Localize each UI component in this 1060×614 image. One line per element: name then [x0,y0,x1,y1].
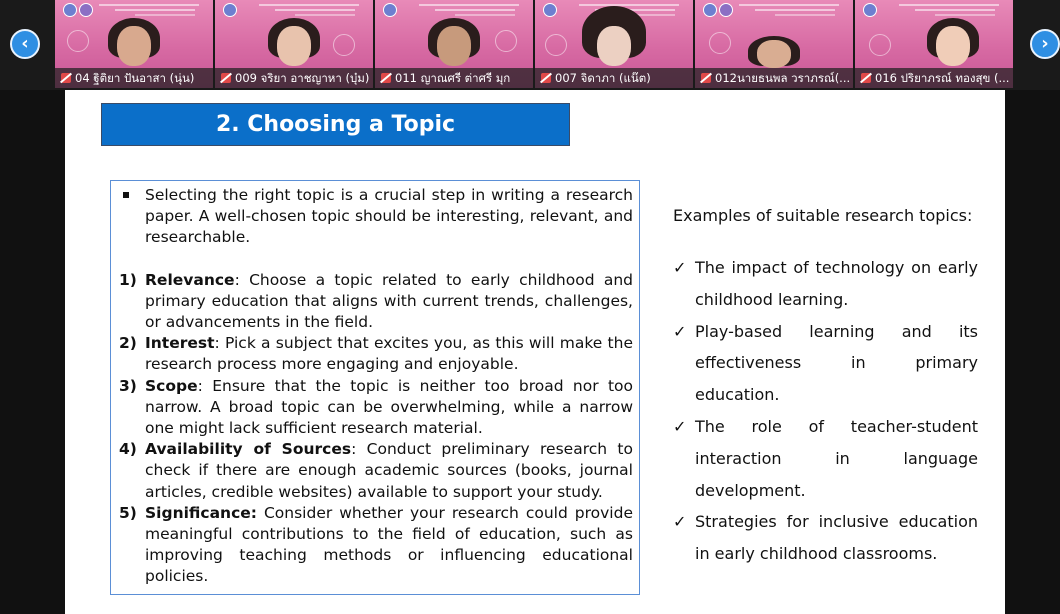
check-icon: ✓ [673,321,687,341]
example-text: Strategies for inclusive education in early childhood classrooms. [695,512,978,564]
item-number: 5) [119,503,137,522]
banner-line [739,4,839,6]
list-item [119,270,633,334]
atom-icon [709,32,731,54]
example-text: The role of teacher-student interaction in language development. [695,416,978,500]
participant-name [215,68,373,88]
atom-icon [67,30,89,52]
banner-line [435,9,515,11]
examples-panel [673,202,978,570]
participant-name [855,68,1013,88]
participant-name-text: 011 ญาณศรี ต่าศรี มุก [395,71,511,85]
banner-line [295,14,355,16]
atom-icon [333,34,355,56]
list-item [119,333,633,375]
next-page-button[interactable] [1030,29,1060,59]
item-sep: : [197,376,203,395]
banner-line [579,4,679,6]
item-term: Interest [145,334,215,353]
item-number: 1) [119,270,137,289]
criteria-box [110,180,640,595]
item-number: 3) [119,376,137,395]
intro-text: Selecting the right topic is a crucial step in writing a research paper. A well-chosen topic should be interesting, relevant, and researchable. [145,186,633,247]
item-text: Consider whether your research could provide meaningful contributions to the field of education, such as improving teaching methods or influencing educational policies. [145,503,633,586]
participant-tile[interactable] [855,0,1013,88]
participant-name-text: 007 จิดาภา (แน๊ต) [555,71,651,85]
banner-line [899,4,999,6]
mic-muted-icon [541,73,551,83]
banner-line [259,4,359,6]
participant-face [437,26,471,66]
item-body [145,270,633,334]
item-term: Relevance [145,270,235,289]
check-icon: ✓ [673,258,687,277]
participant-name [55,68,213,88]
banner-line [275,9,355,11]
banner-line [755,9,835,11]
item-sep: : [351,440,357,459]
participant-name [535,68,693,88]
mic-muted-icon [861,73,871,83]
list-item [119,376,633,440]
school-logo-icon [703,3,717,17]
list-item [673,411,978,506]
video-strip [0,0,1060,90]
participant-name [695,68,853,88]
school-logo-icon [79,3,93,17]
item-term: Significance: [145,503,257,522]
participant-name [375,68,533,88]
shared-slide [65,90,1005,614]
list-item [119,503,633,588]
banner-line [135,14,195,16]
list-item [673,316,978,411]
chevron-left-icon: ‹ [21,33,29,54]
banner-line [455,14,515,16]
participant-tile[interactable] [215,0,373,88]
item-number: 4) [119,440,137,459]
banner-line [915,9,995,11]
item-term: Scope [145,376,198,395]
mic-muted-icon [61,73,71,83]
atom-icon [869,34,891,56]
list-item [119,439,633,503]
school-logo-icon [383,3,397,17]
chevron-right-icon: › [1041,33,1049,54]
mic-muted-icon [381,73,391,83]
atom-icon [495,30,517,52]
participant-face [757,40,791,68]
item-body [145,503,633,588]
school-logo-icon [863,3,877,17]
item-text: Conduct preliminary research to check if there are enough academic sources (books, journal articles, credible websites) available to support your study. [145,440,633,501]
mic-muted-icon [221,73,231,83]
square-bullet-icon [123,192,129,198]
check-icon: ✓ [673,512,687,532]
school-logo-icon [63,3,77,17]
banner-line [115,9,195,11]
participant-tile[interactable] [375,0,533,88]
item-text: Pick a subject that excites you, as this will make the research process more engaging and enjoyable. [145,334,633,374]
item-body [145,439,633,503]
item-body [145,333,633,375]
school-logo-icon [719,3,733,17]
item-number: 2) [119,334,137,353]
item-text: Choose a topic related to early childhood and primary education that aligns with current trends, challenges, or advancements in the field. [145,270,633,332]
prev-page-button[interactable] [10,29,40,59]
banner-line [99,4,199,6]
example-text: The impact of technology on early childhood learning. [695,258,978,309]
item-sep: : [234,270,240,289]
criteria-list [119,270,633,588]
banner-line [775,14,835,16]
participant-tile[interactable] [55,0,213,88]
participant-name-text: 016 ปริยาภรณ์ ทองสุข (... [875,71,1010,85]
participant-name-text: 009 จริยา อาชญาหา (บุ๋ม) [235,71,370,85]
participant-tile[interactable] [535,0,693,88]
examples-list [673,252,978,570]
list-item [673,506,978,570]
participant-face [117,26,151,66]
intro-bullet [119,185,633,249]
examples-heading: Examples of suitable research topics: [673,206,973,225]
banner-line [419,4,519,6]
list-item [673,252,978,316]
participant-face [277,26,311,66]
check-icon: ✓ [673,416,687,436]
item-sep: : [214,334,220,353]
example-text: Play-based learning and its effectiveness in primary education. [695,321,978,405]
school-logo-icon [543,3,557,17]
participant-name-text: 012นายธนพล วราภรณ์(... [715,71,851,85]
participant-face [597,26,631,66]
participant-face [936,26,970,66]
participant-name-text: 04 ฐิติยา ปันอาสา (นุ่น) [75,71,195,85]
participant-tile[interactable] [695,0,853,88]
item-body [145,376,633,440]
mic-muted-icon [701,73,711,83]
item-text: Ensure that the topic is neither too broad nor too narrow. A broad topic can be overwhelming, while a narrow one might lack sufficient research material. [145,376,633,438]
slide-title: 2. Choosing a Topic [101,103,570,146]
banner-line [935,14,995,16]
atom-icon [545,34,567,56]
school-logo-icon [223,3,237,17]
item-term: Availability of Sources [145,440,352,459]
